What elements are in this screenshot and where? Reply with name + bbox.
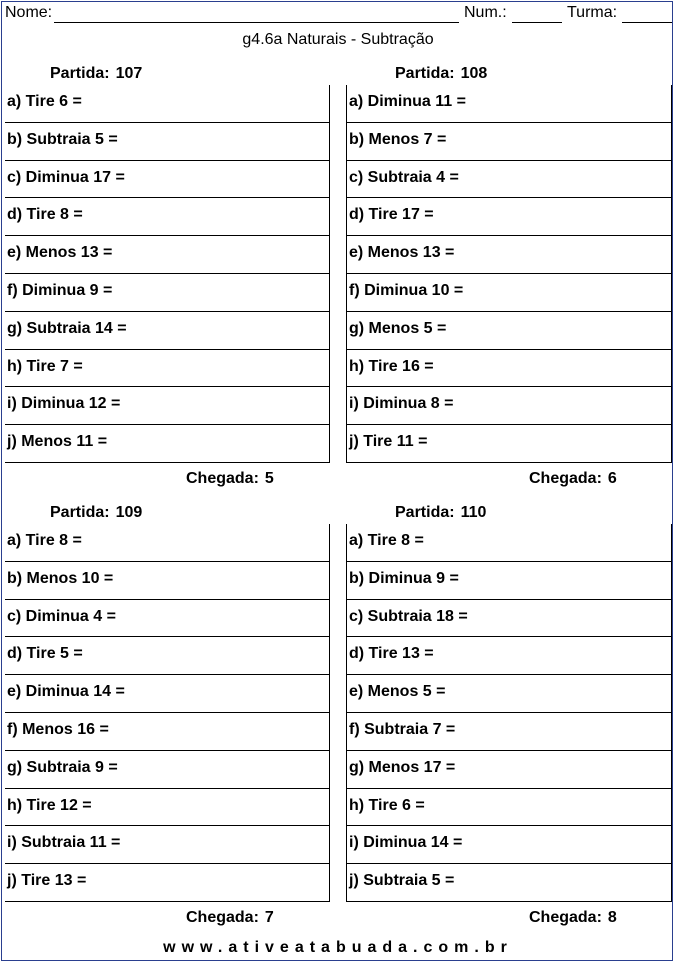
name-field[interactable]: [54, 22, 459, 23]
end-label: Chegada:: [529, 909, 602, 926]
exercise-row[interactable]: [347, 274, 671, 312]
exercise-row[interactable]: [5, 789, 329, 827]
exercise-row[interactable]: [5, 85, 329, 123]
exercise-row[interactable]: [347, 350, 671, 388]
end-row: [529, 470, 617, 488]
exercise-row[interactable]: [5, 751, 329, 789]
exercise-text: g) Subtraia 14 =: [7, 319, 127, 337]
exercise-row[interactable]: [347, 826, 671, 864]
exercise-text: d) Tire 17 =: [349, 206, 434, 224]
exercise-text: b) Menos 10 =: [7, 569, 114, 587]
exercise-row[interactable]: [347, 161, 671, 199]
exercise-text: h) Tire 16 =: [349, 357, 434, 375]
exercise-row[interactable]: [5, 161, 329, 199]
exercise-text: i) Diminua 14 =: [349, 834, 463, 852]
exercise-row[interactable]: [347, 312, 671, 350]
exercise-text: g) Menos 5 =: [349, 319, 447, 337]
exercise-row[interactable]: [347, 425, 671, 463]
exercise-text: i) Subtraia 11 =: [7, 834, 121, 852]
exercise-text: a) Tire 6 =: [7, 93, 82, 110]
exercise-row[interactable]: [347, 864, 671, 902]
exercise-text: h) Tire 6 =: [349, 796, 425, 814]
exercise-text: e) Menos 5 =: [349, 683, 446, 701]
num-field[interactable]: [512, 22, 562, 23]
exercise-row[interactable]: [347, 85, 671, 123]
start-value: 108: [460, 65, 488, 82]
exercise-text: c) Subtraia 18 =: [349, 607, 468, 625]
exercise-row[interactable]: [347, 387, 671, 425]
exercise-text: h) Tire 12 =: [7, 796, 92, 814]
exercise-text: b) Subtraia 5 =: [7, 130, 118, 148]
start-row: [395, 65, 487, 83]
exercise-block-4: [348, 504, 676, 944]
worksheet-title: g4.6a Naturais - Subtração: [242, 31, 434, 48]
name-label: Nome:: [5, 4, 53, 21]
end-label: Chegada:: [186, 470, 259, 487]
site-url-footer: www.ativeatabuada.com.br: [163, 939, 513, 956]
exercise-block-2: [348, 65, 676, 505]
exercise-row[interactable]: [5, 312, 329, 350]
exercise-text: j) Tire 13 =: [7, 872, 87, 890]
exercise-text: j) Subtraia 5 =: [349, 872, 455, 890]
end-label: Chegada:: [529, 470, 602, 487]
exercise-text: c) Diminua 4 =: [7, 607, 116, 625]
start-value: 110: [460, 504, 487, 521]
exercise-row[interactable]: [347, 198, 671, 236]
exercise-row[interactable]: [347, 236, 671, 274]
exercise-text: b) Menos 7 =: [349, 130, 447, 148]
exercise-text: j) Tire 11 =: [349, 433, 428, 451]
exercise-list: [5, 85, 330, 463]
exercise-text: i) Diminua 12 =: [7, 395, 121, 413]
exercise-text: h) Tire 7 =: [7, 357, 83, 375]
exercise-text: c) Subtraia 4 =: [349, 168, 459, 186]
exercise-row[interactable]: [5, 562, 329, 600]
exercise-text: b) Diminua 9 =: [349, 569, 459, 587]
exercise-row[interactable]: [347, 600, 671, 638]
end-value: 6: [607, 470, 617, 487]
exercise-row[interactable]: [5, 713, 329, 751]
exercise-row[interactable]: [347, 675, 671, 713]
exercise-block-3: [5, 504, 335, 944]
exercise-text: d) Tire 5 =: [7, 645, 83, 663]
exercise-text: c) Diminua 17 =: [7, 168, 125, 186]
exercise-list: [346, 85, 672, 463]
exercise-row[interactable]: [347, 524, 671, 562]
exercise-text: g) Subtraia 9 =: [7, 758, 118, 776]
exercise-text: a) Tire 8 =: [349, 532, 424, 549]
exercise-row[interactable]: [347, 562, 671, 600]
exercise-row[interactable]: [347, 789, 671, 827]
num-label: Num.:: [464, 4, 507, 21]
exercise-row[interactable]: [5, 274, 329, 312]
start-row: [395, 504, 486, 522]
class-field[interactable]: [622, 22, 672, 23]
exercise-row[interactable]: [5, 236, 329, 274]
start-label: Partida:: [395, 65, 455, 82]
exercise-text: f) Diminua 10 =: [349, 281, 464, 299]
exercise-row[interactable]: [347, 713, 671, 751]
exercise-block-1: [5, 65, 335, 505]
exercise-row[interactable]: [5, 350, 329, 388]
class-label: Turma:: [567, 4, 618, 21]
end-row: [186, 470, 274, 488]
end-value: 8: [607, 909, 617, 926]
exercise-text: e) Menos 13 =: [7, 244, 113, 262]
start-label: Partida:: [50, 65, 110, 82]
end-row: [529, 909, 617, 927]
exercise-text: f) Subtraia 7 =: [349, 720, 456, 738]
exercise-text: a) Diminua 11 =: [349, 93, 466, 110]
exercise-text: j) Menos 11 =: [7, 433, 108, 451]
exercise-row[interactable]: [5, 198, 329, 236]
end-label: Chegada:: [186, 909, 259, 926]
exercise-list: [5, 524, 330, 902]
exercise-text: e) Diminua 14 =: [7, 683, 125, 701]
start-label: Partida:: [50, 504, 110, 521]
exercise-row[interactable]: [5, 675, 329, 713]
exercise-text: d) Tire 13 =: [349, 645, 434, 663]
exercise-row[interactable]: [347, 123, 671, 161]
exercise-row[interactable]: [5, 637, 329, 675]
exercise-text: g) Menos 17 =: [349, 758, 456, 776]
exercise-row[interactable]: [5, 826, 329, 864]
exercise-text: e) Menos 13 =: [349, 244, 455, 262]
exercise-row[interactable]: [5, 387, 329, 425]
exercise-row[interactable]: [347, 751, 671, 789]
end-value: 7: [264, 909, 274, 926]
exercise-row[interactable]: [5, 524, 329, 562]
exercise-text: i) Diminua 8 =: [349, 395, 454, 413]
exercise-row[interactable]: [5, 600, 329, 638]
exercise-row[interactable]: [347, 637, 671, 675]
start-label: Partida:: [395, 504, 455, 521]
exercise-text: d) Tire 8 =: [7, 206, 83, 224]
start-row: [50, 65, 142, 83]
exercise-row[interactable]: [5, 425, 329, 463]
exercise-text: f) Menos 16 =: [7, 720, 109, 738]
end-row: [186, 909, 274, 927]
end-value: 5: [264, 470, 274, 487]
start-value: 107: [115, 65, 143, 82]
exercise-row[interactable]: [5, 864, 329, 902]
exercise-row[interactable]: [5, 123, 329, 161]
start-row: [50, 504, 142, 522]
exercise-text: a) Tire 8 =: [7, 532, 82, 549]
exercise-text: f) Diminua 9 =: [7, 281, 113, 299]
start-value: 109: [115, 504, 143, 521]
exercise-list: [346, 524, 672, 902]
